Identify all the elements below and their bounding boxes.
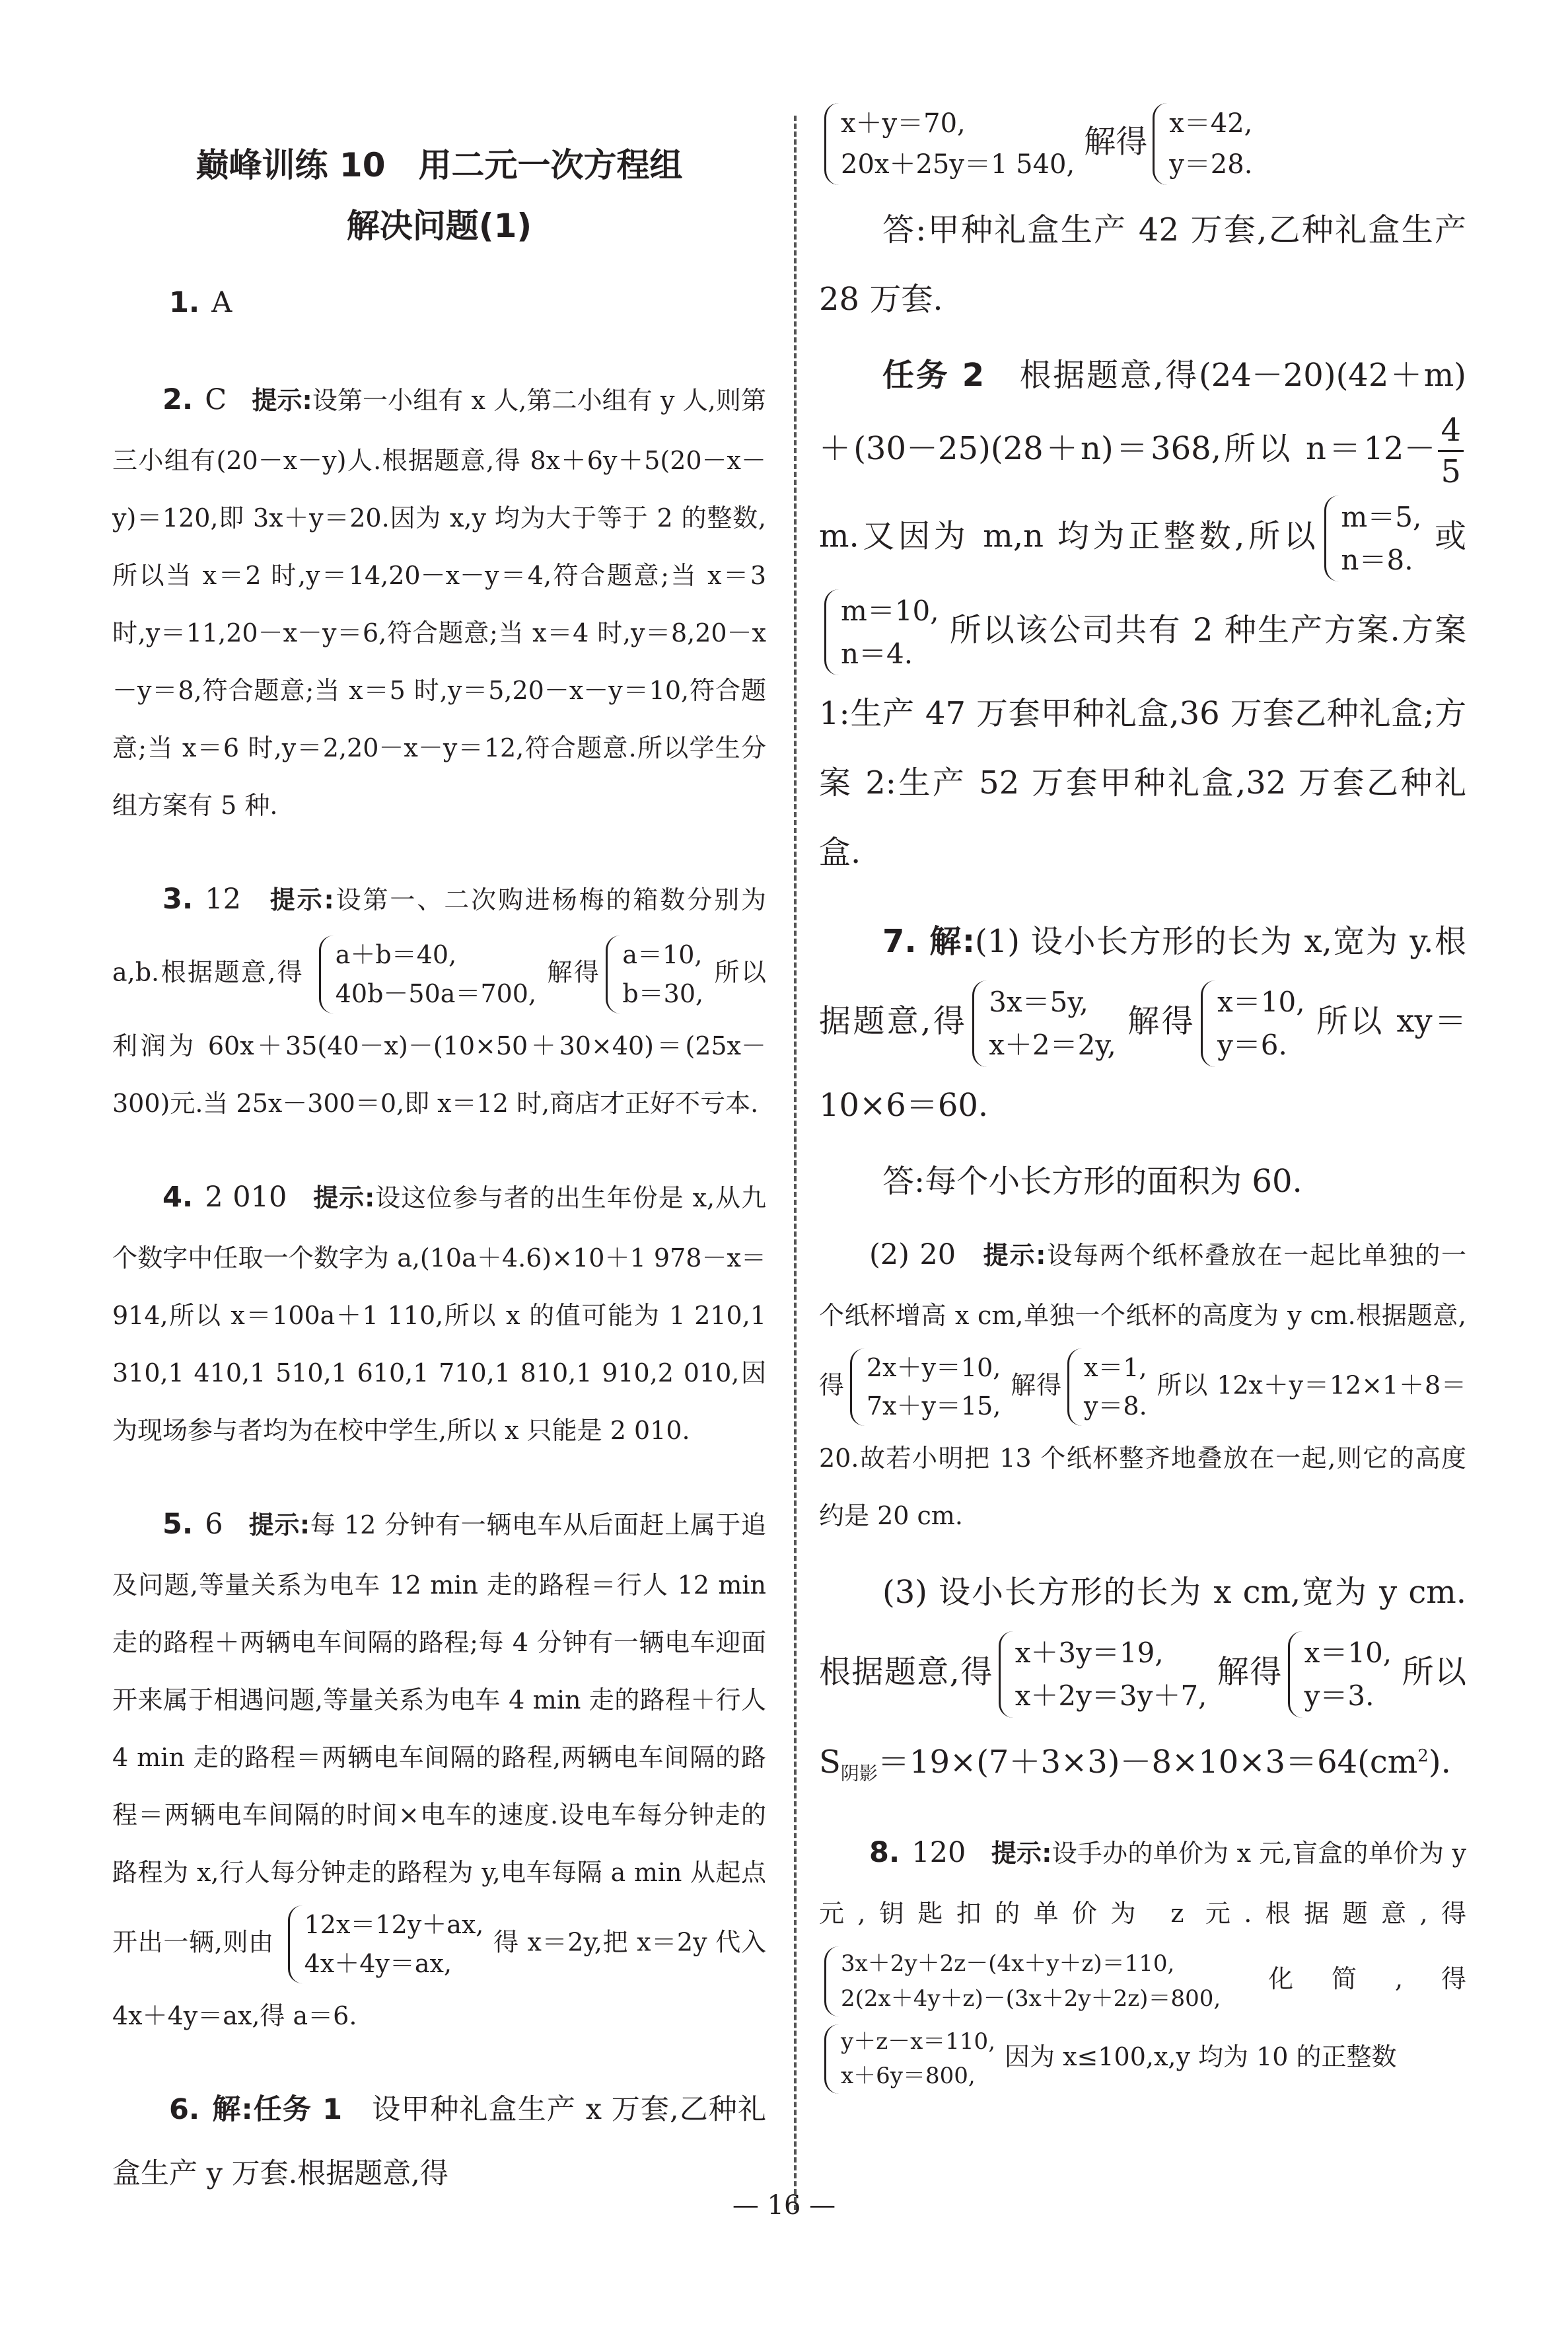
question-number: 7. — [882, 923, 917, 961]
hint-label: 提示: — [252, 386, 312, 415]
hint-text: 设这位参与者的出生年份是 x,从九个数字中任取一个数字为 a,(10a＋4.6)×10＋1 978－x＝914,所以 x＝100a＋1 110,所以 x 的值可能为 1 210,1 310,1 410,1 510,1 610,1 710,1 810,1 910,2 010,因为现场参与者均为在校中学生,所以 x 只能是 2 010. — [112, 1183, 766, 1445]
answer-value: A — [211, 286, 232, 319]
hint-text: 设第一小组有 x 人,第二小组有 y 人,则第三小组有(20－x－y)人.根据题意,得 8x＋6y＋5(20－x－y)＝120,即 3x＋y＝20.因为 x,y 均为大于等于 2 的整数,所以当 x＝2 时,y＝14,20－x－y＝4,符合题意;当 x＝3 时,y＝11,20－x－y＝6,符合题意;当 x＝4 时,y＝8,20－x－y＝8,符合题意;当 x＝5 时,y＝5,20－x－y＝10,符合题意;当 x＝6 时,y＝2,20－x－y＝12,符合题意.所以学生分组方案有 5 种. — [112, 386, 767, 820]
equation: x＝42, — [1169, 108, 1253, 139]
hint-text: 所以利润为 60x＋35(40－x)－(10×50＋30×40)＝(25x－300)元.当 25x－300＝0,即 x＝12 时,商店才正好不亏本. — [112, 957, 766, 1118]
solution-system — [606, 936, 707, 1014]
equation: y＝3. — [1304, 1679, 1374, 1713]
equation: x＝1, — [1083, 1352, 1147, 1382]
hint-text: 每 12 分钟有一辆电车从后面赶上属于追及问题,等量关系为电车 12 min 走的路程＝行人 12 min 走的路程＋两辆电车间隔的路程;每 4 分钟有一辆电车迎面开来属于相遇问题,等量关系为电车 4 min 走的路程＋行人 4 min 走的路程＝两辆电车间隔的路程,两辆电车间隔的路程＝两辆电车间隔的时间×电车的速度.设电车每分钟走的路程为 x,行人每分钟走的路程为 y,电车每隔 a min 从起点开出一辆,则由 — [112, 1510, 766, 1957]
equation: y＝8. — [1083, 1391, 1147, 1421]
equation: 20x＋25y＝1 540, — [841, 149, 1075, 180]
fraction-denominator: 5 — [1441, 453, 1461, 490]
answer-7-part1 — [819, 907, 1466, 1140]
fraction-numerator: 4 — [1438, 410, 1464, 452]
title-line-2: 解决问题(1) — [346, 207, 532, 245]
answer-4 — [112, 1165, 766, 1459]
hint-text: 所以 12x＋y＝12×1＋8＝20.故若小明把 13 个纸杯整齐地叠放在一起,则它的高度约是 20 cm. — [819, 1370, 1466, 1531]
answer-7-part3 — [819, 1558, 1466, 1808]
answer-text: 解得 — [1125, 1002, 1196, 1040]
fraction — [1438, 410, 1464, 492]
equation: 40b－50a＝700, — [335, 978, 537, 1008]
right-column — [819, 99, 1466, 2098]
hint-label: 提示: — [248, 1510, 310, 1539]
section-title — [112, 135, 766, 256]
question-number: 5. — [162, 1507, 194, 1541]
equation: x＋3y＝19, — [1015, 1637, 1164, 1670]
equation: 4x＋4y＝ax, — [304, 1948, 452, 1978]
answer-5 — [112, 1493, 766, 2045]
question-number: 4. — [162, 1180, 194, 1214]
equation-system — [999, 1631, 1211, 1717]
hint-label: 提示: — [269, 885, 334, 914]
page-number: — 16 — — [732, 2190, 836, 2221]
solution-system — [1288, 1631, 1396, 1717]
answer-1 — [112, 271, 766, 335]
equation: x＝10, — [1217, 986, 1305, 1019]
question-number: 1. — [169, 286, 200, 319]
hint-text: 得 x＝2y,把 x＝2y 代入 4x＋4y＝ax,得 a＝6. — [112, 1927, 766, 2030]
left-column — [112, 119, 766, 2206]
solution-system — [1153, 103, 1256, 185]
answer-6-task2 — [819, 341, 1466, 887]
answer-3 — [112, 867, 766, 1132]
answer-value: 12 — [205, 883, 241, 916]
answer-value: 6 — [205, 1507, 223, 1541]
question-number: 3. — [162, 883, 194, 916]
equation: 2x＋y＝10, — [866, 1352, 1001, 1382]
equation-system — [824, 1946, 1225, 2016]
answer-6-conclusion: 答:甲种礼盒生产 42 万套,乙种礼盒生产 28 万套. — [819, 211, 1466, 318]
equation-system — [824, 2024, 999, 2094]
equation: y＋z－x＝110, — [841, 2028, 995, 2055]
solve-label: 解: — [211, 2092, 253, 2126]
answer-text: ). — [1428, 1743, 1451, 1781]
equation: n＝4. — [841, 638, 913, 671]
answer-value: C — [205, 383, 227, 416]
answer-text: m.又因为 m,n 均为正整数,所以 — [819, 517, 1320, 555]
equation: 7x＋y＝15, — [866, 1391, 1001, 1421]
answer-text: (3) 设小长方形的长为 x cm,宽为 y cm.根据题意,得 — [819, 1574, 1466, 1691]
hint-label: 提示: — [983, 1240, 1046, 1270]
equation: x＝10, — [1304, 1637, 1392, 1670]
equation: n＝8. — [1341, 544, 1413, 577]
title-line-1: 巅峰训练 10 用二元一次方程组 — [196, 146, 683, 184]
equation: x＋2y＝3y＋7, — [1015, 1679, 1207, 1713]
hint-text: 设第一、二次购进杨梅的箱数分别为 a,b.根据题意,得 — [112, 885, 766, 987]
equation-system — [850, 1348, 1005, 1426]
subscript: 阴影 — [840, 1762, 878, 1785]
answer-text: (1) 设小长方形的长为 x,宽为 y.根据题意,得 — [819, 923, 1466, 1040]
answer-text: ＝19×(7＋3×3)－8×10×3＝64(cm — [877, 1743, 1418, 1781]
equation: m＝5, — [1341, 501, 1422, 533]
question-number: 2. — [162, 383, 194, 416]
answer-6-cont — [819, 99, 1466, 189]
equation: m＝10, — [841, 595, 939, 628]
column-divider — [794, 116, 797, 2210]
answer-7-part2 — [819, 1223, 1466, 1545]
answer-7-conclusion: 答:每个小长方形的面积为 60. — [882, 1162, 1302, 1200]
equation: b＝30, — [622, 978, 704, 1008]
hint-text: 解得 — [1010, 1370, 1062, 1399]
answer-text: 解得 — [1084, 123, 1148, 161]
answer-8 — [819, 1821, 1466, 2098]
answer-text: 解得 — [1216, 1653, 1283, 1691]
equation: a＋b＝40, — [335, 940, 457, 969]
question-number: 6. — [169, 2092, 200, 2126]
hint-text: 因为 x≤100,x,y 均为 10 的正整数 — [1005, 2042, 1397, 2071]
hint-text: 化简,得 — [1230, 1964, 1466, 1994]
equation: x＋y＝70, — [841, 108, 966, 139]
hint-label: 提示: — [313, 1183, 375, 1212]
equation: x＋6y＝800, — [841, 2063, 976, 2090]
answer-text: 所以 xy＝10×6＝60. — [819, 1002, 1466, 1124]
hint-text: 解得 — [546, 957, 601, 987]
answer-text: 设甲种礼盒生产 x 万套,乙种礼盒生产 y 万套.根据题意,得 — [112, 2092, 767, 2190]
equation: 3x＝5y, — [989, 986, 1088, 1019]
question-number: 8. — [869, 1836, 900, 1870]
answer-text: 所以该公司共有 2 种生产方案.方案 1:生产 47 万套甲种礼盒,36 万套乙种礼盒;方案 2:生产 52 万套甲种礼盒,32 万套乙种礼盒. — [819, 611, 1466, 871]
answer-value: 120 — [911, 1836, 966, 1870]
answer-6-start — [112, 2078, 766, 2206]
equation: 2(2x＋4y＋z)－(3x＋2y＋2z)＝800, — [841, 1985, 1221, 2012]
equation-system — [288, 1905, 488, 1983]
answer-text: 根据题意,得(24－20)(42＋m)＋(30－25)(28＋n)＝368,所以 n＝12－ — [819, 357, 1466, 467]
answer-value: 2 010 — [205, 1180, 287, 1214]
superscript: 2 — [1417, 1746, 1429, 1766]
part-label: (2) 20 — [869, 1237, 956, 1271]
equation-system — [319, 936, 540, 1014]
equation: y＝28. — [1169, 149, 1253, 180]
solution-system — [824, 589, 943, 675]
hint-text: 设每两个纸杯叠放在一起比单独的一个纸杯增高 x cm,单独一个纸杯的高度为 y cm.根据题意,得 — [819, 1240, 1466, 1399]
equation: x＋2＝2y, — [989, 1029, 1116, 1062]
solution-system — [1067, 1348, 1151, 1426]
or-text: 或 — [1431, 517, 1466, 555]
solution-system — [1324, 496, 1425, 581]
equation: 3x＋2y＋2z－(4x＋y＋z)＝110, — [841, 1950, 1175, 1977]
equation-system — [824, 103, 1079, 185]
hint-label: 提示: — [991, 1839, 1052, 1868]
hint-text: 设手办的单价为 x 元,盲盒的单价为 y 元,钥匙扣的单价为 z 元.根据题意,得 — [819, 1839, 1466, 1929]
task-1-label: 任务 1 — [252, 2092, 343, 2126]
solve-label: 解: — [928, 923, 976, 961]
answer-2 — [112, 368, 766, 834]
solution-system — [1201, 980, 1308, 1066]
task-2-label: 任务 2 — [882, 357, 985, 394]
equation: y＝6. — [1217, 1029, 1287, 1062]
equation: 12x＝12y＋ax, — [304, 1909, 484, 1939]
equation: a＝10, — [622, 940, 703, 969]
equation-system — [972, 980, 1120, 1066]
answer-text: 所以 S — [819, 1653, 1466, 1781]
